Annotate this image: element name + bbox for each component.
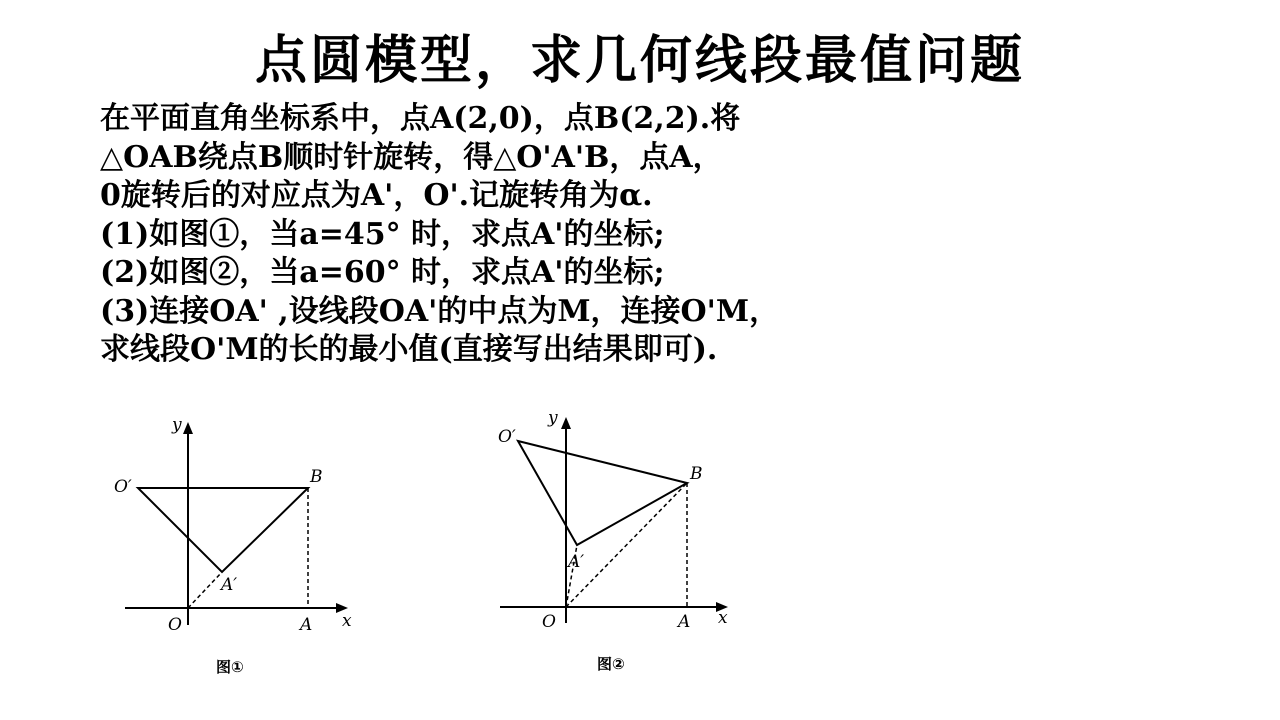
label-O-prime: O′ — [114, 477, 132, 497]
figure-1-caption: 图① — [216, 658, 244, 676]
problem-line-3: 0旋转后的对应点为A'，O'.记旋转角为α. — [100, 178, 653, 213]
y-axis-arrow — [561, 417, 571, 429]
label-x: x — [342, 611, 352, 631]
problem-line-2: △OAB绕点B顺时针旋转，得△O'A'B，点A， — [100, 139, 723, 175]
problem-line-6: (3)连接OA' ,设线段OA'的中点为M，连接O'M， — [100, 293, 780, 329]
problem-line-7: 求线段O'M的长的最小值(直接写出结果即可). — [100, 332, 718, 367]
label-O-prime: O′ — [498, 427, 516, 447]
label-y: y — [172, 415, 182, 435]
label-O: O — [542, 612, 556, 632]
label-B: B — [690, 464, 703, 484]
rotated-triangle — [138, 488, 308, 572]
label-x: x — [718, 608, 728, 628]
label-A-prime: A′ — [568, 552, 585, 572]
label-A: A — [678, 612, 691, 632]
y-axis-arrow — [183, 422, 193, 434]
problem-line-1: 在平面直角坐标系中，点A(2,0)，点B(2,2).将 — [100, 101, 741, 136]
rotated-triangle — [518, 441, 687, 545]
label-A-prime: A′ — [221, 575, 238, 595]
figure-2-caption: 图② — [597, 655, 625, 673]
label-O: O — [168, 615, 182, 635]
page-title: 点圆模型，求几何线段最值问题 — [254, 30, 1025, 91]
problem-line-5: (2)如图②，当a=60° 时，求点A'的坐标; — [100, 255, 665, 290]
problem-statement — [100, 100, 920, 370]
figure-2 — [480, 395, 750, 685]
problem-line-4: (1)如图①，当a=45° 时，求点A'的坐标; — [100, 216, 665, 252]
label-A: A — [300, 615, 313, 635]
dashed-OA-prime — [188, 572, 222, 608]
label-y: y — [548, 408, 558, 428]
dashed-OB — [566, 483, 687, 607]
label-B: B — [310, 467, 323, 487]
figure-1 — [100, 400, 370, 690]
